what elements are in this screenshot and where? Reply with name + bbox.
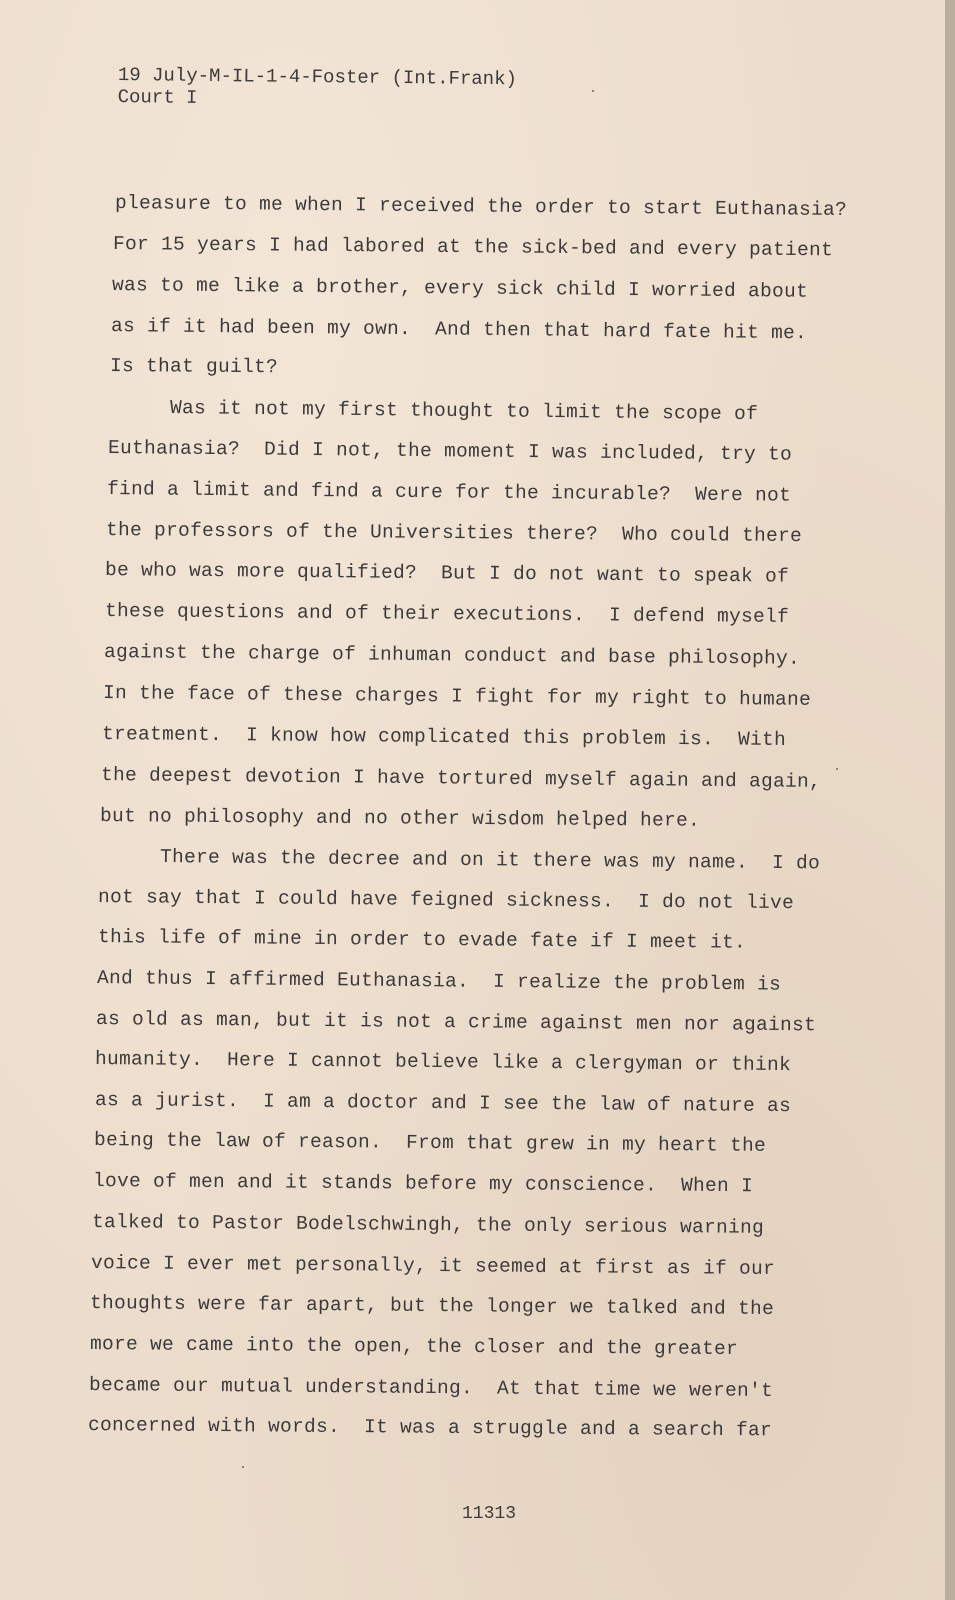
text-line: not say that I could have feigned sickness. I do not live bbox=[97, 886, 795, 915]
header-session-line: 19 July-M-IL-1-4-Foster (Int.Frank) bbox=[117, 64, 518, 91]
text-line: as if it had been my own. And then that hard fate hit me. bbox=[110, 315, 808, 345]
text-line: Is that guilt? bbox=[109, 355, 279, 379]
text-line: treatment. I know how complicated this problem is. With bbox=[101, 723, 787, 751]
text-line: the professors of the Universities there? Who could there bbox=[105, 519, 803, 548]
text-line: There was the decree and on it there was my name. I do bbox=[159, 846, 821, 875]
stray-mark bbox=[242, 1466, 244, 1468]
text-line: find a limit and find a cure for the incurable? Were not bbox=[106, 478, 792, 507]
text-line: Euthanasia? Did I not, the moment I was included, try to bbox=[107, 437, 793, 466]
text-line: these questions and of their executions. I defend myself bbox=[104, 600, 790, 628]
text-line: be who was more qualified? But I do not want to speak of bbox=[104, 559, 790, 588]
text-line: love of men and it stands before my conscience. When I bbox=[92, 1170, 754, 1198]
text-line: as old as man, but it is not a crime against men nor against bbox=[95, 1008, 817, 1037]
text-line: For 15 years I had labored at the sick-bed and every patient bbox=[112, 233, 834, 262]
text-line: concerned with words. It was a struggle and a search far bbox=[87, 1414, 773, 1442]
text-line: talked to Pastor Bodelschwingh, the only serious warning bbox=[91, 1211, 765, 1239]
stray-mark bbox=[836, 768, 838, 770]
text-line: as a jurist. I am a doctor and I see the law of nature as bbox=[94, 1089, 792, 1118]
page-edge bbox=[945, 0, 955, 1600]
text-line: thoughts were far apart, but the longer we talked and the bbox=[89, 1292, 775, 1320]
header-court-line: Court I bbox=[117, 85, 198, 109]
text-line: In the face of these charges I fight for my right to humane bbox=[102, 682, 812, 711]
text-line: was to me like a brother, every sick child I worried about bbox=[111, 274, 809, 303]
text-line: but no philosophy and no other wisdom helped here. bbox=[99, 805, 701, 832]
text-line: voice I ever met personally, it seemed at first as if our bbox=[90, 1252, 776, 1280]
text-line: Was it not my first thought to limit the scope of bbox=[169, 397, 759, 426]
text-line: the deepest devotion I have tortured myself again and again, bbox=[100, 764, 822, 793]
text-line: against the charge of inhuman conduct and base philosophy. bbox=[103, 641, 801, 670]
text-line: And thus I affirmed Euthanasia. I realize the problem is bbox=[96, 967, 782, 996]
text-line: being the law of reason. From that grew in my heart the bbox=[93, 1129, 767, 1157]
text-line: pleasure to me when I received the order to start Euthanasia? bbox=[114, 192, 848, 222]
text-line: this life of mine in order to evade fate if I meet it. bbox=[97, 926, 747, 954]
text-line: humanity. Here I cannot believe like a clergyman or think bbox=[94, 1048, 792, 1077]
stray-mark bbox=[592, 90, 594, 92]
page-number: 11313 bbox=[462, 1504, 517, 1524]
text-line: became our mutual understanding. At that time we weren't bbox=[88, 1374, 774, 1402]
text-line: more we came into the open, the closer and the greater bbox=[89, 1333, 739, 1361]
